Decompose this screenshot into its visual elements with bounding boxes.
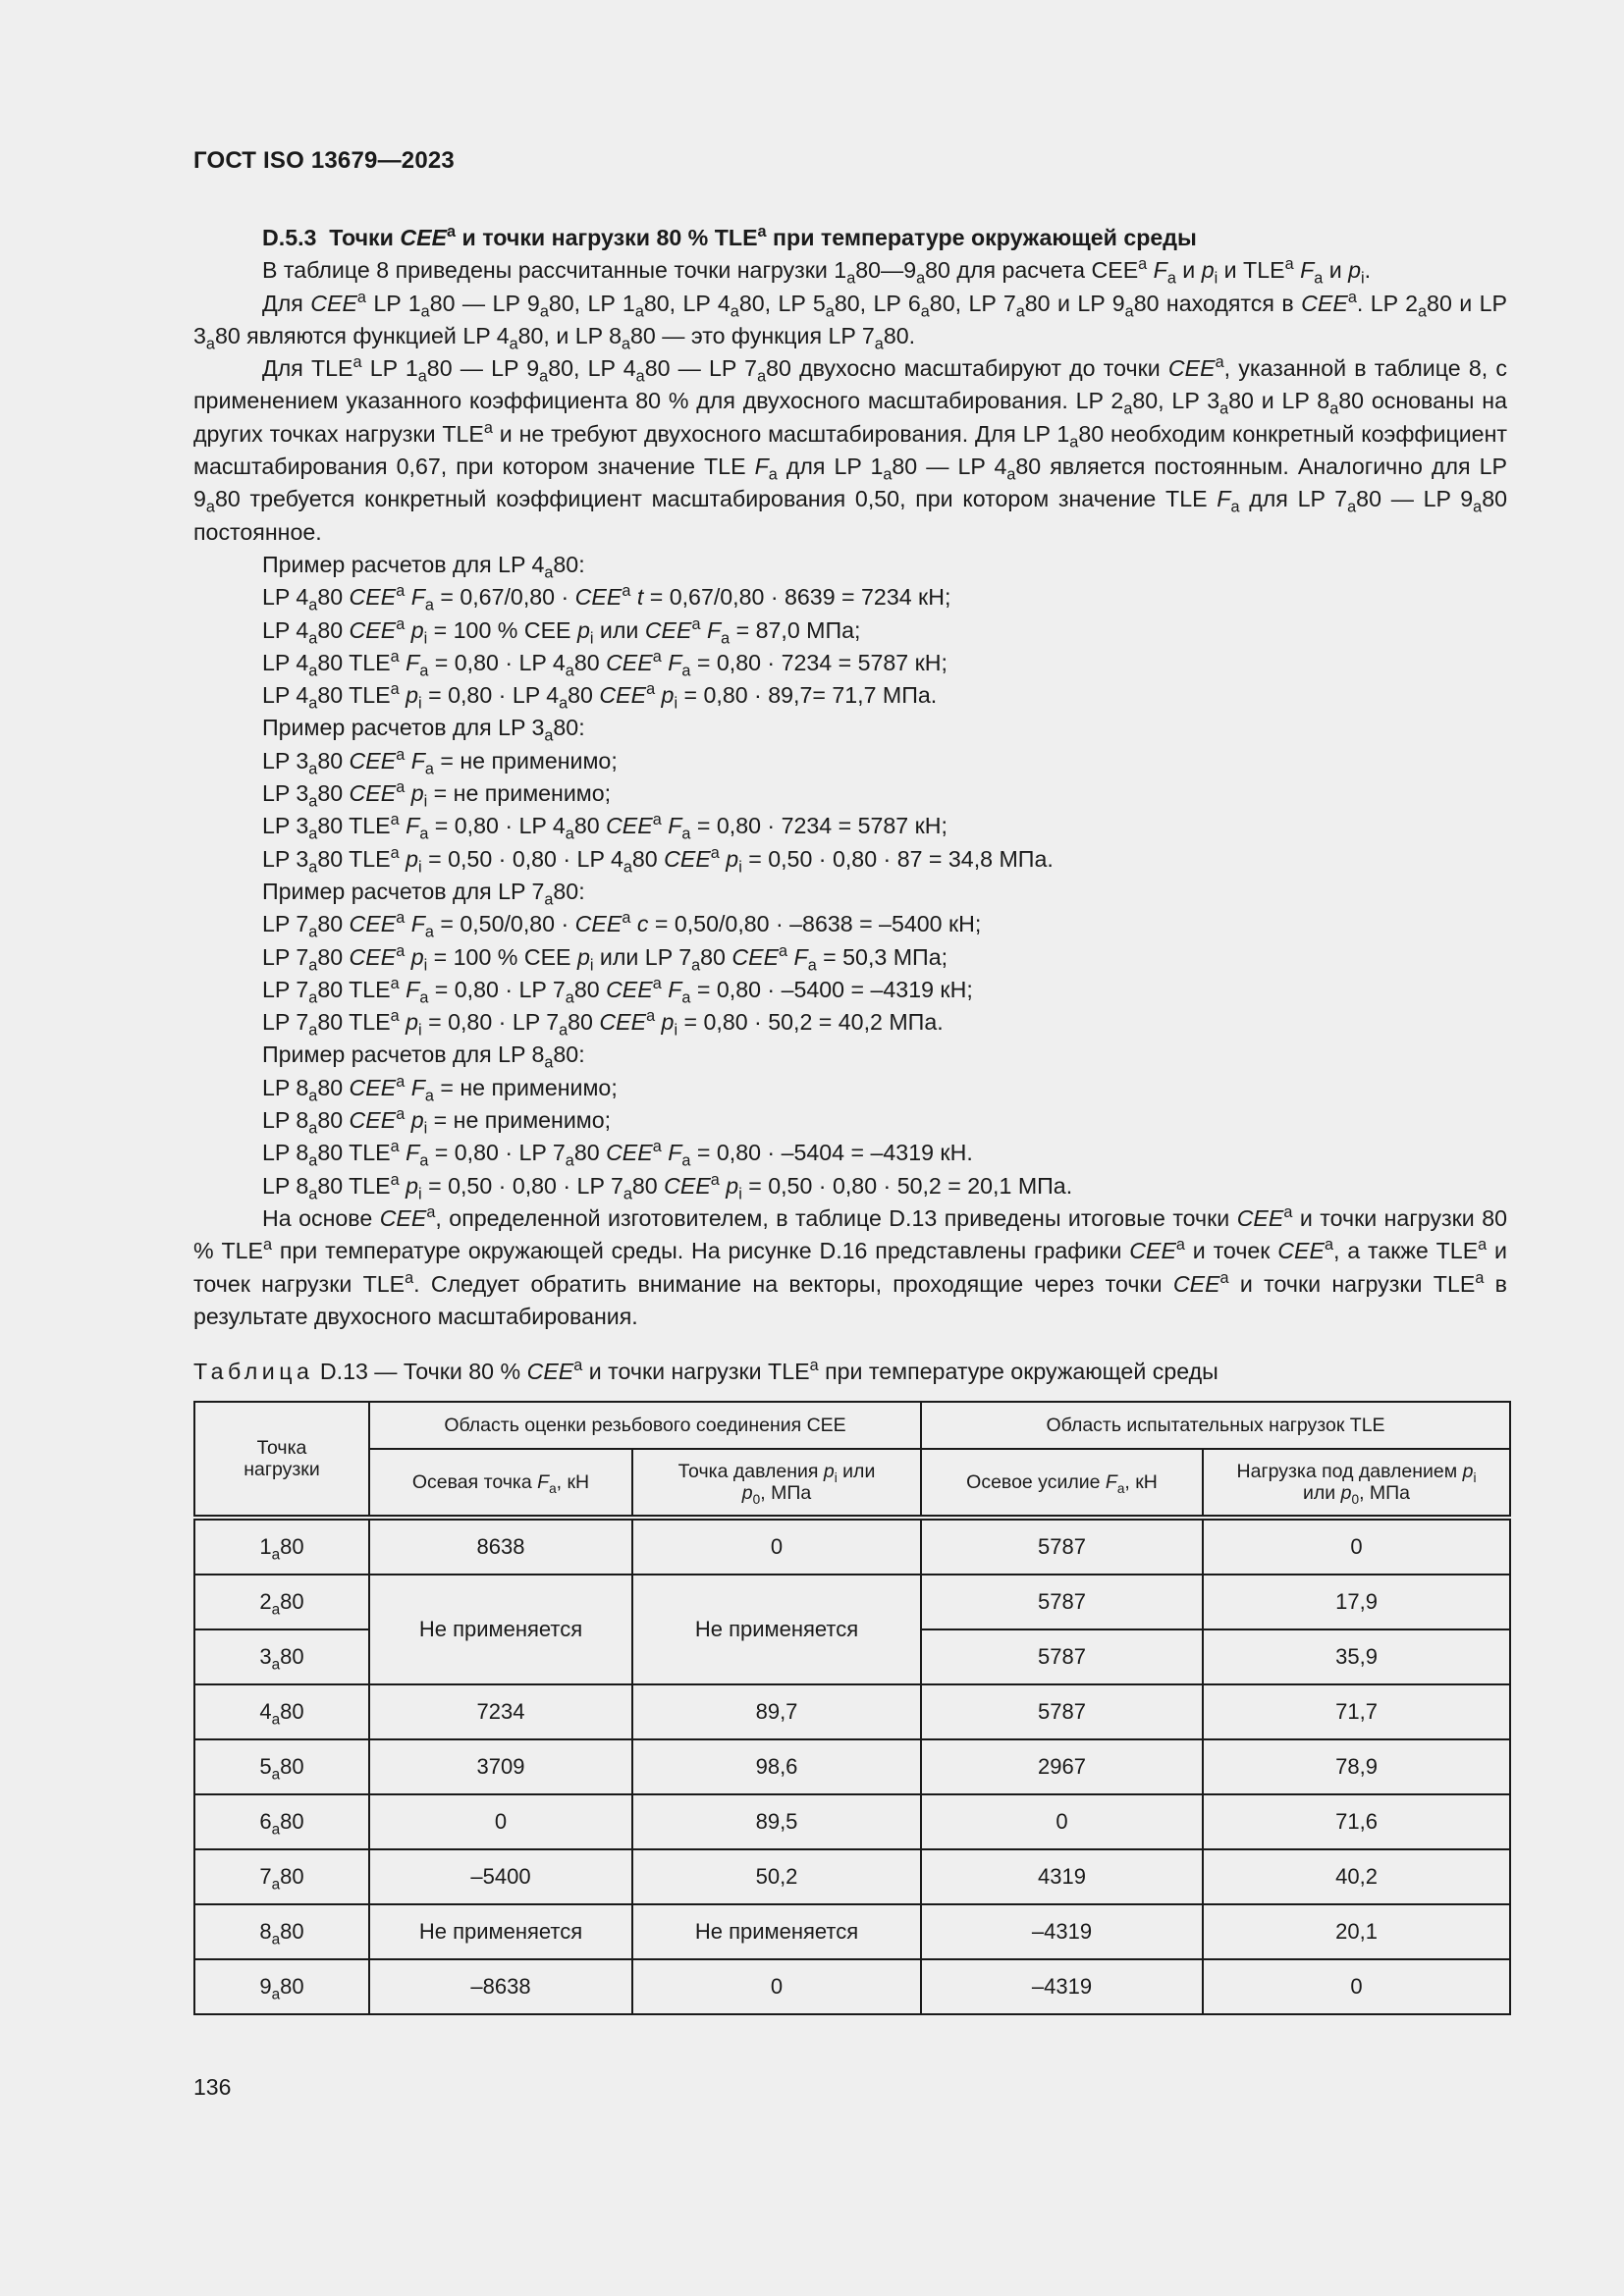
intro-paragraphs (193, 254, 1507, 549)
cell-load-point: $1_a80$ (194, 1518, 369, 1575)
calculation-line: LP $4_a80$ TLE$^a$ $p_i = 0,80$ · LP $4_a80$ CEE$^a$ $p_i = 0,80 \cdot 89,7= 71,7$ МПа. (262, 680, 938, 713)
calculation-line: Пример расчетов для LP $8_a80$: (262, 1041, 585, 1073)
load-points-table (193, 1401, 1511, 2015)
table-caption-text: D.13 — Точки 80 % CEE$^a$ и точки нагрузки TLE$^a$ при температуре окружающей среды (319, 1357, 1218, 1384)
calculation-line: LP $7_a80$ TLE$^a$ $p_i = 0,80$ · LP $7_a80$ CEE$^a$ $p_i = 0,80 \cdot 50,2 = 40,2$ МПа. (262, 1007, 944, 1040)
cell-load-point: $3_a80$ (194, 1629, 369, 1684)
calculation-line: Пример расчетов для LP $4_a80$: (262, 551, 585, 582)
cell-tle-pressure: 78,9 (1203, 1739, 1510, 1794)
cell-cee-pressure: 0 (632, 1959, 921, 2014)
calculation-line: Пример расчетов для LP $3_a80$: (262, 715, 585, 746)
cell-tle-axial: 5787 (921, 1629, 1203, 1684)
cell-tle-pressure: 71,6 (1203, 1794, 1510, 1849)
closing-paragraph: На основе CEE$^a$, определенной изготовителем, в таблице D.13 приведены итоговые точки CEE$^a$ и точки нагрузки 80 % TLE$^a$ при температуре окружающей среды. На рисунке D.16 представлены графики CEE$^a$ и точек CEE$^a$, а также TLE$^a$ и точек нагрузки TLE$^a$. Следует обратить внимание на векторы, проходящие через точки CEE$^a$ и точки нагрузки TLE$^a$ в результате двухосного масштабирования. (193, 1202, 1507, 1329)
calculation-line: LP $8_a80$ CEE$^a$ $F_a$ = не применимо; (262, 1072, 618, 1105)
calculation-line: LP $7_a80$ CEE$^a$ $F_a = 0,50/0,80 \cdot CEE^a$ c = 0,50/0,80 · –8638 = –5400 кН; (262, 909, 982, 941)
cell-tle-axial: –4319 (921, 1904, 1203, 1959)
table-row (194, 1794, 1510, 1849)
calculation-line: LP $8_a80$ TLE$^a$ $p_i = 0,50 \cdot 0,80$ · LP $7_a80$ CEE$^a$ $p_i = 0,50 \cdot 0,80 \cdot 50,2 = 20,1$ МПа. (262, 1170, 1073, 1203)
cell-cee-axial: Не применяется (369, 1904, 632, 1959)
calculation-line: LP $8_a80$ CEE$^a$ $p_i$ = не применимо; (262, 1105, 612, 1138)
calculation-line: LP $7_a80$ TLE$^a$ $F_a = 0,80$ · LP $7_a80$ CEE$^a$ $F_a = 0,80 \cdot -5400 = -4319$ кН; (262, 974, 973, 1007)
calculation-line: LP $4_a80$ CEE$^a$ $F_a = 0,67/0,80 \cdot CEE^a$ t = 0,67/0,80 · 8639 = 7234 кН; (262, 582, 951, 614)
table-row (194, 1684, 1510, 1739)
calculation-line: LP $3_a80$ TLE$^a$ $p_i = 0,50 \cdot 0,80$ · LP $4_a80$ CEE$^a$ $p_i = 0,50 \cdot 0,80 \cdot 87 = 34,8$ МПа. (262, 843, 1054, 877)
cell-load-point: $8_a80$ (194, 1904, 369, 1959)
calculation-line: LP $4_a80$ TLE$^a$ $F_a = 0,80$ · LP $4_a80$ CEE$^a$ $F_a = 0,80 \cdot 7234 = 5787$ кН; (262, 647, 947, 680)
calculation-line: LP $7_a80$ CEE$^a$ $p_i = 100$ % CEE $p_i$ или LP $7_a80$ CEE$^a$ $F_a = 50,3$ МПа; (262, 941, 948, 975)
data-table-wrapper (193, 1401, 1511, 2015)
cell-cee-axial: 3709 (369, 1739, 632, 1794)
cell-tle-axial: 2967 (921, 1739, 1203, 1794)
cell-tle-pressure: 40,2 (1203, 1849, 1510, 1904)
cell-cee-pressure: 98,6 (632, 1739, 921, 1794)
cell-cee-pressure: 50,2 (632, 1849, 921, 1904)
cell-cee-pressure: Не применяется (632, 1904, 921, 1959)
table-row (194, 1518, 1510, 1575)
calculation-line: Пример расчетов для LP $7_a80$: (262, 878, 585, 909)
cell-load-point: $6_a80$ (194, 1794, 369, 1849)
document-header: ГОСТ ISO 13679—2023 (193, 147, 455, 174)
cell-cee-pressure: 0 (632, 1518, 921, 1575)
cell-tle-axial: 5787 (921, 1518, 1203, 1575)
cell-tle-pressure: 0 (1203, 1518, 1510, 1575)
calculation-line: LP $3_a80$ CEE$^a$ $F_a$ = не применимо; (262, 745, 618, 778)
example-calculations (193, 549, 1507, 1202)
cell-load-point: $4_a80$ (194, 1684, 369, 1739)
header-tle-pressure: Нагрузка под давлением $p_i$ или $p_0$, МПа (1203, 1449, 1510, 1518)
table-row (194, 1849, 1510, 1904)
cell-tle-pressure: 35,9 (1203, 1629, 1510, 1684)
cell-cee-axial: Не применяется (369, 1575, 632, 1684)
section-title (193, 222, 1507, 254)
paragraph: В таблице 8 приведены рассчитанные точки нагрузки $1_a80—9_a80$ для расчета CEE$^a$ $F_a$ и $p_i$ и TLE$^a$ $F_a$ и $p_i$. (262, 255, 1372, 288)
cell-cee-axial: 8638 (369, 1518, 632, 1575)
cell-tle-pressure: 71,7 (1203, 1684, 1510, 1739)
header-tle-axial: Осевое усилие $F_a$, кН (921, 1449, 1203, 1518)
cell-tle-axial: 5787 (921, 1575, 1203, 1629)
cell-tle-pressure: 17,9 (1203, 1575, 1510, 1629)
paragraph: Для TLE$^a$ LP $1_a80$ — LP $9_a80$, LP $4_a80$ — LP $7_a80$ двухосно масштабируют до точки CEE$^a$, указанной в таблице 8, с применением указанного коэффициента 80 % для двухосного масштабирования. LP $2_a80$, LP $3_a80$ и LP $8_a80$ основаны на других точках нагрузки TLE$^a$ и не требуют двухосного масштабирования. Для LP $1_a80$ необходим конкретный коэффициент масштабирования 0,67, при котором значение TLE $F_a$ для LP $1_a80$ — LP $4_a80$ является постоянным. Аналогично для LP $9_a80$ требуется конкретный коэффициент масштабирования 0,50, при котором значение TLE $F_a$ для LP $7_a80$ — LP $9_a80$ постоянное. (193, 353, 1508, 545)
cell-tle-axial: –4319 (921, 1959, 1203, 2014)
cell-cee-axial: 7234 (369, 1684, 632, 1739)
header-cee-axial: Осевая точка $F_a$, кН (369, 1449, 632, 1518)
cell-cee-pressure: 89,7 (632, 1684, 921, 1739)
cell-tle-axial: 4319 (921, 1849, 1203, 1904)
table-row (194, 1959, 1510, 2014)
calculation-line: LP $4_a80$ CEE$^a$ $p_i = 100$ % CEE $p_i$ или CEE$^a$ $F_a = 87,0$ МПа; (262, 614, 861, 648)
cell-tle-axial: 5787 (921, 1684, 1203, 1739)
header-cee-pressure: Точка давления $p_i$ или $p_0$, МПа (632, 1449, 921, 1518)
page-number: 136 (193, 2074, 232, 2100)
table-row (194, 1575, 1510, 1629)
page-body (193, 222, 1507, 1333)
table-caption (193, 1359, 1218, 1385)
cell-cee-pressure: Не применяется (632, 1575, 921, 1684)
cell-cee-axial: –5400 (369, 1849, 632, 1904)
cell-cee-pressure: 89,5 (632, 1794, 921, 1849)
header-load-point: Точка нагрузки (194, 1402, 369, 1518)
cell-load-point: $9_a80$ (194, 1959, 369, 2014)
section-title-text: D.5.3 Точки CEE$^a$ и точки нагрузки 80 % TLE$^a$ при температуре окружающей среды (262, 223, 1197, 250)
cell-tle-pressure: 0 (1203, 1959, 1510, 2014)
cell-tle-pressure: 20,1 (1203, 1904, 1510, 1959)
table-caption-label: Таблица (193, 1359, 314, 1384)
calculation-line: LP $8_a80$ TLE$^a$ $F_a = 0,80$ · LP $7_a80$ CEE$^a$ $F_a = 0,80 \cdot -5404 = -4319$ кН. (262, 1138, 973, 1170)
calculation-line: LP $3_a80$ TLE$^a$ $F_a = 0,80$ · LP $4_a80$ CEE$^a$ $F_a = 0,80 \cdot 7234 = 5787$ кН; (262, 811, 947, 844)
table-row (194, 1904, 1510, 1959)
cell-cee-axial: 0 (369, 1794, 632, 1849)
header-group-tle: Область испытательных нагрузок TLE (921, 1402, 1510, 1449)
cell-load-point: $5_a80$ (194, 1739, 369, 1794)
header-group-cee: Область оценки резьбового соединения CEE (369, 1402, 921, 1449)
cell-load-point: $7_a80$ (194, 1849, 369, 1904)
paragraph: Для CEE$^a$ LP $1_a80$ — LP $9_a80$, LP $1_a80$, LP $4_a80$, LP $5_a80$, LP $6_a80$, LP $7_a80$ и LP $9_a80$ находятся в CEE$^a$. LP $2_a80$ и LP $3_a80$ являются функцией LP $4_a80$, и LP $8_a80$ — это функция LP $7_a80$. (193, 288, 1508, 353)
cell-tle-axial: 0 (921, 1794, 1203, 1849)
calculation-line: LP $3_a80$ CEE$^a$ $p_i$ = не применимо; (262, 778, 612, 811)
table-row (194, 1739, 1510, 1794)
table-body (194, 1518, 1510, 2014)
cell-load-point: $2_a80$ (194, 1575, 369, 1629)
cell-cee-axial: –8638 (369, 1959, 632, 2014)
